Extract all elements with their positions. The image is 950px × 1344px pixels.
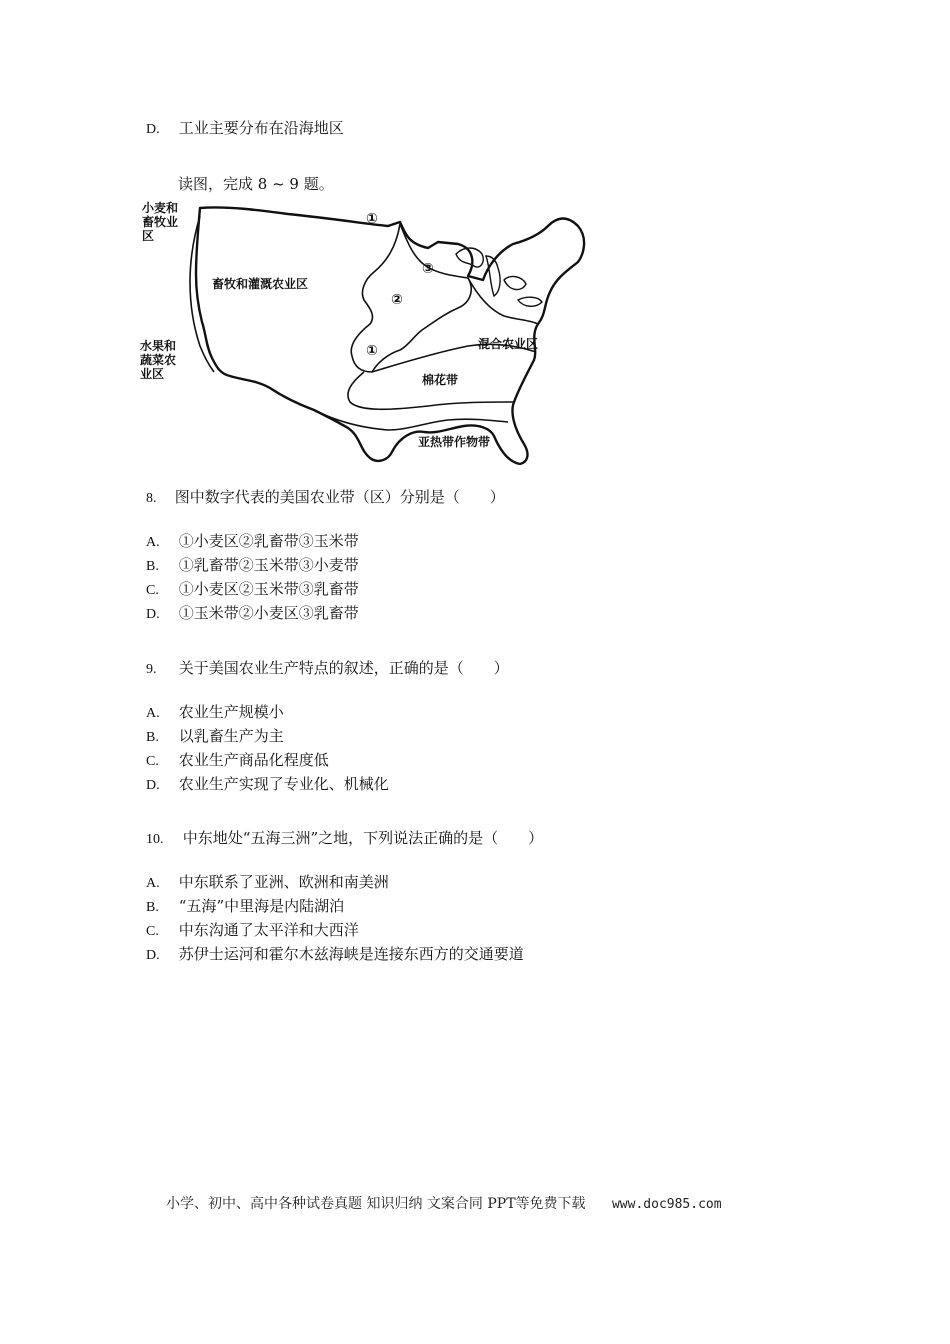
option-letter: B.: [146, 730, 159, 745]
map-label-cotton-belt: 棉花带: [422, 373, 459, 387]
option-letter: C.: [146, 924, 159, 939]
option-letter: A.: [146, 706, 160, 721]
option-letter: C.: [146, 583, 159, 598]
option-letter: D.: [146, 122, 160, 137]
intro-instruction: 读图，完成 8 ~ 9 题。: [178, 175, 334, 193]
question-8-option-b: [146, 555, 359, 577]
question-10-stem: [146, 828, 543, 850]
map-marker-2: ②: [391, 292, 403, 308]
option-text: ①乳畜带②玉米带③小麦带: [178, 556, 359, 574]
us-agriculture-map: [138, 196, 592, 468]
map-label-fruit-veg-3: 业区: [140, 367, 165, 381]
map-marker-3: ③: [422, 261, 434, 277]
option-text: 中东联系了亚洲、欧洲和南美洲: [178, 873, 389, 891]
option-text: 中东沟通了太平洋和大西洋: [178, 921, 359, 939]
question-text: 关于美国农业生产特点的叙述，正确的是（ ）: [178, 659, 509, 677]
question-10-option-c: [146, 920, 359, 942]
question-number: 9.: [146, 662, 157, 677]
map-label-wheat-ranch-2: 畜牧业: [142, 215, 179, 229]
question-8-option-c: [146, 579, 359, 601]
option-letter: D.: [146, 607, 160, 622]
map-label-livestock-irrigation: 畜牧和灌溉农业区: [212, 277, 309, 291]
question-text: 中东地处“五海三洲”之地，下列说法正确的是（ ）: [182, 829, 544, 847]
question-8-option-a: [146, 531, 359, 553]
option-text: ①小麦区②乳畜带③玉米带: [178, 532, 359, 550]
belt-boundary: [468, 278, 538, 324]
question-8-stem: [146, 487, 505, 509]
question-text: 图中数字代表的美国农业带（区）分别是（ ）: [174, 488, 505, 506]
map-outline: [196, 207, 584, 464]
option-letter: A.: [146, 535, 160, 550]
previous-option-d: [146, 118, 344, 140]
option-letter: D.: [146, 778, 160, 793]
option-text: 农业生产规模小: [178, 703, 284, 721]
option-letter: D.: [146, 948, 160, 963]
option-text: 以乳畜生产为主: [178, 727, 284, 745]
option-letter: C.: [146, 754, 159, 769]
option-letter: B.: [146, 900, 159, 915]
question-9-option-a: [146, 702, 284, 724]
footer-url[interactable]: www.doc985.com: [611, 1197, 722, 1212]
map-marker-1-north: ①: [366, 211, 378, 227]
map-label-fruit-veg-2: 蔬菜农: [140, 353, 177, 367]
question-10-option-a: [146, 872, 389, 894]
footer-text: 小学、初中、高中各种试卷真题 知识归纳 文案合同 PPT等免费下载: [166, 1196, 586, 1212]
question-9-option-c: [146, 750, 329, 772]
question-10-option-d: [146, 944, 524, 966]
question-10-option-b: [146, 896, 344, 918]
option-text: ①小麦区②玉米带③乳畜带: [178, 580, 359, 598]
map-label-subtropical-belt: 亚热带作物带: [418, 435, 491, 449]
option-letter: B.: [146, 559, 159, 574]
map-label-wheat-ranch-3: 区: [142, 229, 155, 243]
option-text: 苏伊士运河和霍尔木兹海峡是连接东西方的交通要道: [178, 945, 524, 963]
map-label-fruit-veg-1: 水果和: [140, 339, 177, 353]
west-coast-boundary: [190, 216, 214, 372]
map-label-mixed-farming: 混合农业区: [478, 337, 539, 351]
question-8-option-d: [146, 603, 359, 625]
option-letter: A.: [146, 876, 160, 891]
question-9-option-b: [146, 726, 284, 748]
option-text: 农业生产实现了专业化、机械化: [178, 775, 389, 793]
question-number: 8.: [146, 491, 157, 506]
option-text: 工业主要分布在沿海地区: [178, 119, 344, 137]
page-footer: [166, 1193, 722, 1213]
map-marker-1-south: ①: [366, 343, 378, 359]
question-9-option-d: [146, 774, 389, 796]
question-number: 10.: [146, 832, 164, 847]
option-text: ①玉米带②小麦区③乳畜带: [178, 604, 359, 622]
question-9-stem: [146, 658, 509, 680]
option-text: “五海”中里海是内陆湖泊: [178, 897, 345, 915]
option-text: 农业生产商品化程度低: [178, 751, 329, 769]
map-label-wheat-ranch-1: 小麦和: [142, 201, 179, 215]
